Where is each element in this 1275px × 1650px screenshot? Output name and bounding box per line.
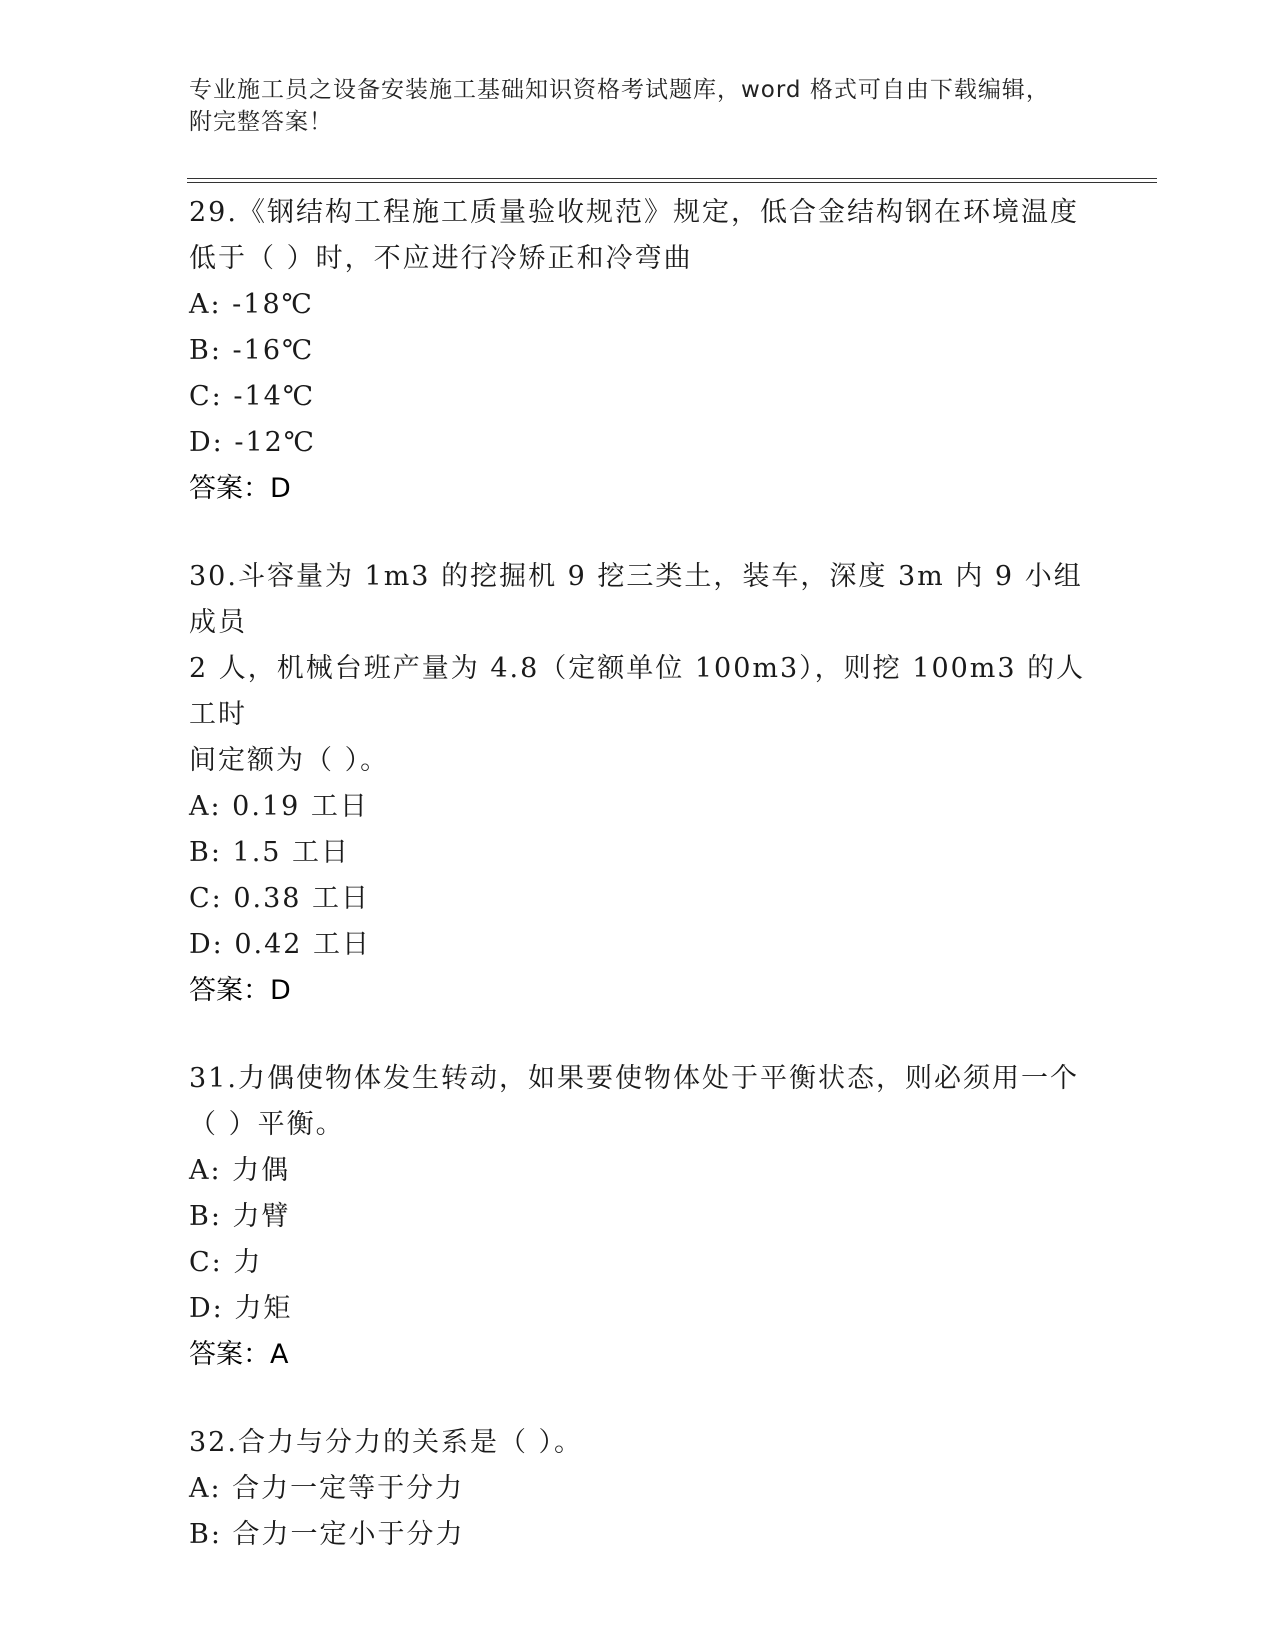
option-d: D: 0.42 工日 <box>189 929 372 960</box>
answer-line: 答案：D <box>189 473 291 504</box>
option-d: D: -12℃ <box>189 427 317 458</box>
question-stem-line: 间定额为（ ）。 <box>189 745 390 776</box>
option-c: C: 0.38 工日 <box>189 883 371 914</box>
option-b: B: 1.5 工日 <box>189 837 351 868</box>
option-a: A: -18℃ <box>189 289 314 320</box>
option-c: C: 力 <box>189 1247 263 1278</box>
question-stem-line: 30.斗容量为 1m3 的挖掘机 9 挖三类土，装车，深度 3m 内 9 小组成员 <box>189 561 1083 638</box>
option-b: B: 力臂 <box>189 1201 291 1232</box>
question-29 <box>189 190 1089 512</box>
header-line-1: 专业施工员之设备安装施工基础知识资格考试题库，word 格式可自由下载编辑， <box>189 77 1050 103</box>
answer-line: 答案：D <box>189 975 291 1006</box>
header-double-rule <box>187 178 1157 183</box>
question-32 <box>189 1420 1089 1558</box>
option-b: B: 合力一定小于分力 <box>189 1519 465 1550</box>
option-c: C: -14℃ <box>189 381 316 412</box>
option-a: A: 合力一定等于分力 <box>189 1473 465 1504</box>
question-stem-line: 低于（ ）时，不应进行冷矫正和冷弯曲 <box>189 243 693 274</box>
question-stem-line: 29.《钢结构工程施工质量验收规范》规定，低合金结构钢在环境温度 <box>189 197 1079 228</box>
question-stem-line: 2 人，机械台班产量为 4.8（定额单位 100m3），则挖 100m3 的人工时 <box>189 653 1086 730</box>
question-30 <box>189 554 1089 1014</box>
question-31 <box>189 1056 1089 1378</box>
option-b: B: -16℃ <box>189 335 315 366</box>
question-stem-line: （ ）平衡。 <box>189 1109 345 1140</box>
question-stem-line: 31.力偶使物体发生转动，如果要使物体处于平衡状态，则必须用一个 <box>189 1063 1079 1094</box>
header-line-2: 附完整答案！ <box>189 109 333 135</box>
option-d: D: 力矩 <box>189 1293 293 1324</box>
answer-line: 答案：A <box>189 1339 289 1370</box>
option-a: A: 0.19 工日 <box>189 791 369 822</box>
document-header <box>189 74 1089 138</box>
question-stem-line: 32.合力与分力的关系是（ ）。 <box>189 1427 584 1458</box>
question-list <box>189 190 1089 1600</box>
option-a: A: 力偶 <box>189 1155 291 1186</box>
